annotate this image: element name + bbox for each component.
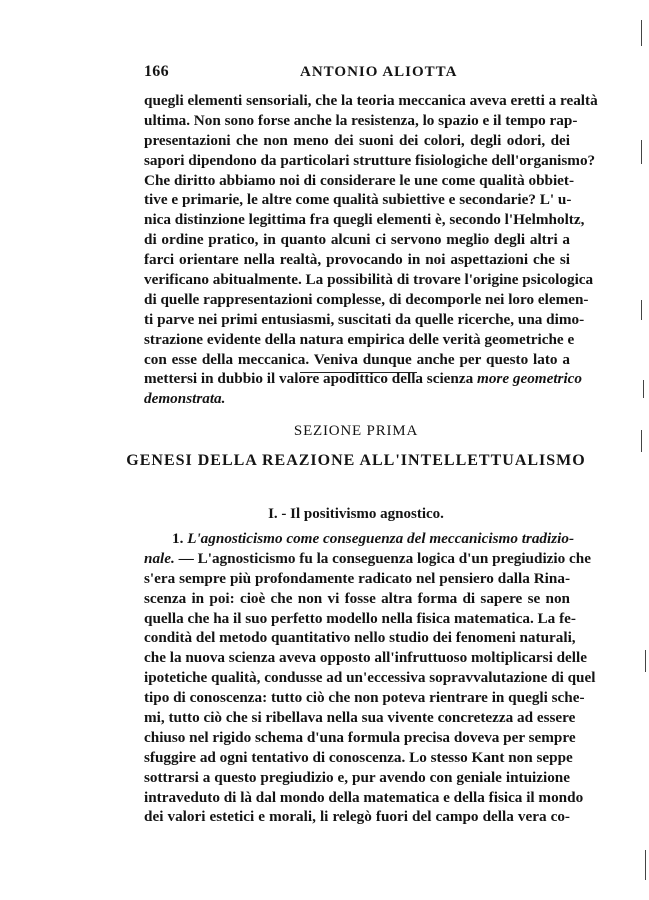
text-line: dei valori estetici e morali, li relegò fuori del campo della vera co- xyxy=(144,808,570,826)
text-line: ti parve nei primi entusiasmi, suscitati da quelle ricerche, una dimo- xyxy=(144,310,585,328)
text-run: — L'agnosticismo fu la conseguenza logica d'un pregiudizio che xyxy=(174,549,591,567)
text-line: condità del metodo quantitativo nello studio dei fenomeni naturali, xyxy=(144,629,576,647)
scan-edge-mark xyxy=(641,140,642,164)
paragraph-continued xyxy=(144,91,598,409)
scan-edge-mark xyxy=(643,380,644,398)
text-line xyxy=(144,549,591,569)
text-line: nica distinzione legittima fra quegli elementi è, secondo l'Helmholtz, xyxy=(144,211,585,229)
scan-edge-mark xyxy=(641,20,642,46)
text-line: presentazioni che non meno dei suoni dei colori, degli odori, dei xyxy=(144,131,570,149)
section-label: SEZIONE PRIMA xyxy=(293,423,419,439)
scan-edge-mark xyxy=(645,650,646,672)
text-line: farci orientare nella realtà, provocando in noi aspettazioni che si xyxy=(144,251,570,269)
text-line: sottrarsi a questo pregiudizio e, pur avendo con geniale intuizione xyxy=(144,768,570,786)
text-line: s'era sempre più profondamente radicato nel pensiero dalla Rina- xyxy=(144,569,570,587)
section-divider xyxy=(300,372,417,373)
text-run: mettersi in dubbio il valore apodittico della scienza xyxy=(144,370,477,388)
text-line: verificano abitualmente. La possibilità di trovare l'origine psicologica xyxy=(144,271,594,289)
text-line: tive e primarie, le altre come qualità subiettive e secondarie? L' u- xyxy=(144,191,572,209)
text-line: di quelle rappresentazioni complesse, di decomporle nei loro elemen- xyxy=(144,290,589,308)
text-line xyxy=(144,389,570,409)
subsection-heading: I. - Il positivismo agnostico. xyxy=(268,506,444,522)
text-line: ipotetiche qualità, condusse ad un'eccessiva sopravvalutazione di quel xyxy=(144,669,596,687)
scan-edge-mark xyxy=(645,850,646,880)
text-line: con esse della meccanica. Veniva dunque anche per questo lato a xyxy=(144,350,570,368)
text-line: quegli elementi sensoriali, che la teoria meccanica aveva eretti a realtà xyxy=(144,92,598,109)
text-line: quella che ha il suo perfetto modello nella fisica matematica. La fe- xyxy=(144,609,576,627)
italic-phrase: nale. xyxy=(144,549,175,567)
scan-edge-mark xyxy=(641,430,642,452)
scan-edge-mark xyxy=(641,300,642,320)
paragraph-section-1 xyxy=(144,529,596,827)
text-line: sapori dipendono da particolari strutture fisiologiche dell'organismo? xyxy=(144,151,596,169)
text-line: che la nuova scienza aveva opposto all'infruttuoso moltiplicarsi delle xyxy=(144,649,587,667)
text-line: intraveduto di là dal mondo della matematica e della fisica il mondo xyxy=(144,788,584,806)
text-line: mi, tutto ciò che si ribellava nella sua vivente concretezza ad essere xyxy=(144,709,576,727)
text-line: strazione evidente della natura empirica delle verità geometriche e xyxy=(144,330,575,348)
text-line: sfuggire ad ogni tentativo di conoscenza. Lo stesso Kant non seppe xyxy=(144,748,573,766)
text-line: di ordine pratico, in quanto alcuni ci servono meglio degli altri a xyxy=(144,231,570,249)
running-head: ANTONIO ALIOTTA xyxy=(300,64,458,80)
text-line: ultima. Non sono forse anche la resistenza, lo spazio e il tempo rap- xyxy=(144,111,578,129)
paragraph-number: 1. xyxy=(172,530,188,547)
text-line: tipo di conoscenza: tutto ciò che non poteva rientrare in quegli sche- xyxy=(144,689,585,707)
section-title: GENESI DELLA REAZIONE ALL'INTELLETTUALISMO xyxy=(126,452,586,469)
italic-phrase: L'agnosticismo come conseguenza del meccanicismo tradizio- xyxy=(187,530,575,547)
text-line: Che diritto abbiamo noi di considerare le une come qualità obbiet- xyxy=(144,171,575,189)
italic-phrase: more geometrico xyxy=(477,370,583,388)
text-line xyxy=(144,529,575,549)
page-number: 166 xyxy=(144,63,169,80)
italic-phrase: demonstrata. xyxy=(144,390,226,408)
text-line: scenza in poi: cioè che non vi fosse altra forma di sapere se non xyxy=(144,589,570,607)
page-header xyxy=(0,63,649,85)
text-line: chiuso nel rigido schema d'una formula precisa doveva per sempre xyxy=(144,728,576,746)
